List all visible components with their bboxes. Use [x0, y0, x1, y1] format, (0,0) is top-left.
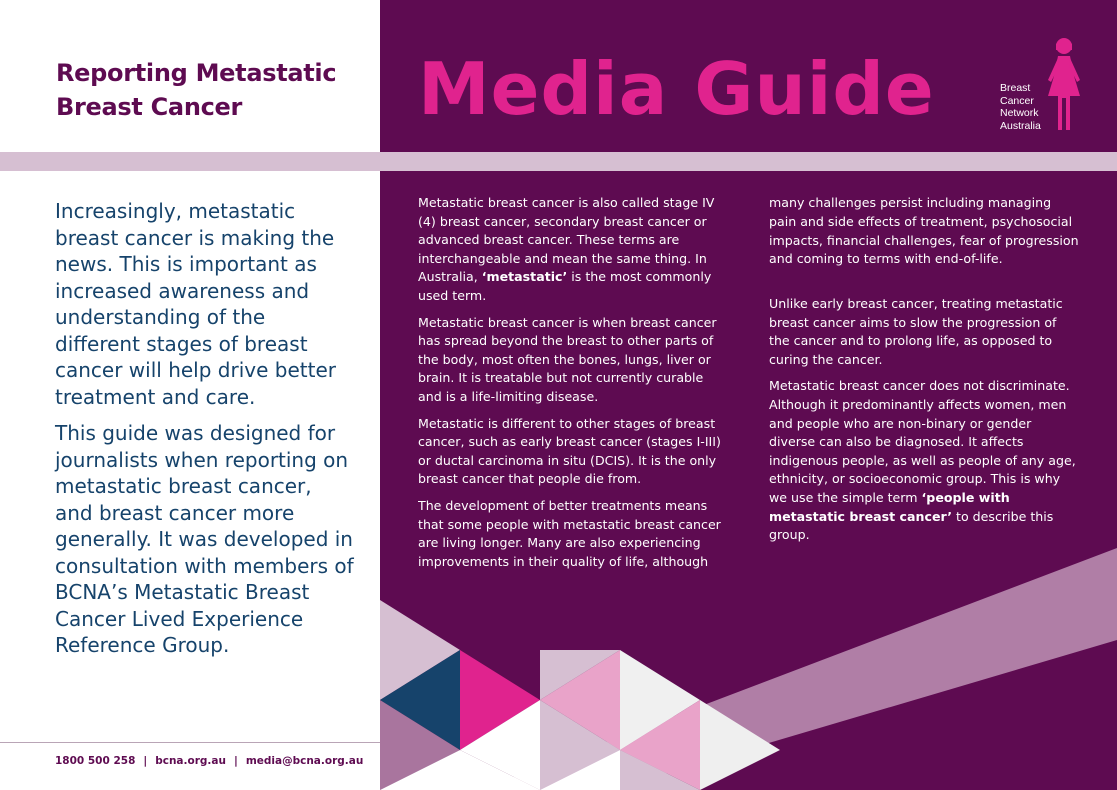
body-text: many challenges persist including managing pain and side effects of treatment, psychosocial impacts, financial challenges, fear of progression and coming to terms with end-of-life. — [769, 195, 1079, 267]
body-paragraph-continuation — [769, 194, 1081, 287]
footer-phone: 1800 500 258 — [55, 755, 136, 767]
footer-separator: | — [233, 755, 238, 767]
body-paragraph — [769, 377, 1081, 544]
body-paragraph: Unlike early breast cancer, treating metastatic breast cancer aims to slow the progression of the cancer and to prolong life, as opposed to curing the cancer. — [769, 296, 1063, 367]
body-paragraph: Metastatic is different to other stages of breast cancer, such as early breast cancer (stages I-III) or ductal carcinoma in situ (DCIS). It is the only breast cancer that people die from. — [418, 415, 721, 487]
body-text: Metastatic breast cancer is also called stage IV (4) breast cancer, secondary breast cancer or advanced breast cancer. These terms are interchangeable and mean the same thing. In Australia, — [418, 195, 715, 285]
document-subtitle: Reporting Metastatic Breast Cancer — [56, 59, 337, 121]
logo-line: Australia — [1000, 119, 1041, 132]
bcna-logo — [1000, 36, 1110, 136]
page-title: Media Guide — [418, 47, 935, 131]
body-paragraph — [418, 194, 730, 306]
lead-text — [55, 198, 355, 669]
logo-line: Network — [1000, 107, 1039, 119]
header-divider-band — [0, 152, 1117, 171]
lead-paragraph: Increasingly, metastatic breast cancer is making the news. This is important as increased awareness and understanding of the different stages of breast cancer will help drive better treatment and care. — [55, 199, 336, 409]
body-paragraph: Metastatic breast cancer is when breast cancer has spread beyond the breast to other parts of the body, most often the bones, lungs, liver or brain. It is treatable but not currently curable and is a life-limiting disease. — [418, 314, 717, 404]
bold-term: ‘people with metastatic breast cancer’ — [769, 489, 1010, 524]
footer-email-link[interactable]: media@bcna.org.au — [245, 755, 364, 767]
pink-lady-icon — [1044, 36, 1084, 132]
right-content-panel — [380, 0, 1117, 790]
body-text: The development of better treatments means that some people with metastatic breast cancer are living longer. Many are also experiencing improvements in their quality of life, although — [418, 497, 721, 569]
body-text: to describe this group. — [769, 508, 1054, 543]
body-text: Metastatic breast cancer does not discriminate. Although it predominantly affects women, men and people who are non-binary or gender diverse can also be diagnosed. It affects indigenous people, as well as people of any age, ethnicity, or socioeconomic group. This is why we use the simple term — [769, 378, 1076, 505]
body-text: is the most commonly used term. — [418, 269, 712, 303]
body-column-1 — [418, 194, 730, 579]
logo-line: Cancer — [1000, 94, 1034, 107]
footer-separator: | — [143, 755, 148, 767]
footer-contact — [55, 755, 363, 767]
logo-line: Breast — [1000, 82, 1031, 94]
footer-website-link[interactable]: bcna.org.au — [155, 755, 226, 767]
body-column-2 — [769, 194, 1081, 553]
bold-term: ‘metastatic’ — [481, 269, 568, 285]
footer-divider — [0, 742, 380, 743]
lead-paragraph: This guide was designed for journalists when reporting on metastatic breast cancer, and breast cancer more generally. It was developed in consultation with members of BCNA’s Metastatic Breast Cancer Lived Experience Reference Group. — [55, 421, 354, 657]
left-header-area — [0, 0, 380, 152]
body-paragraph-continued — [418, 497, 730, 571]
